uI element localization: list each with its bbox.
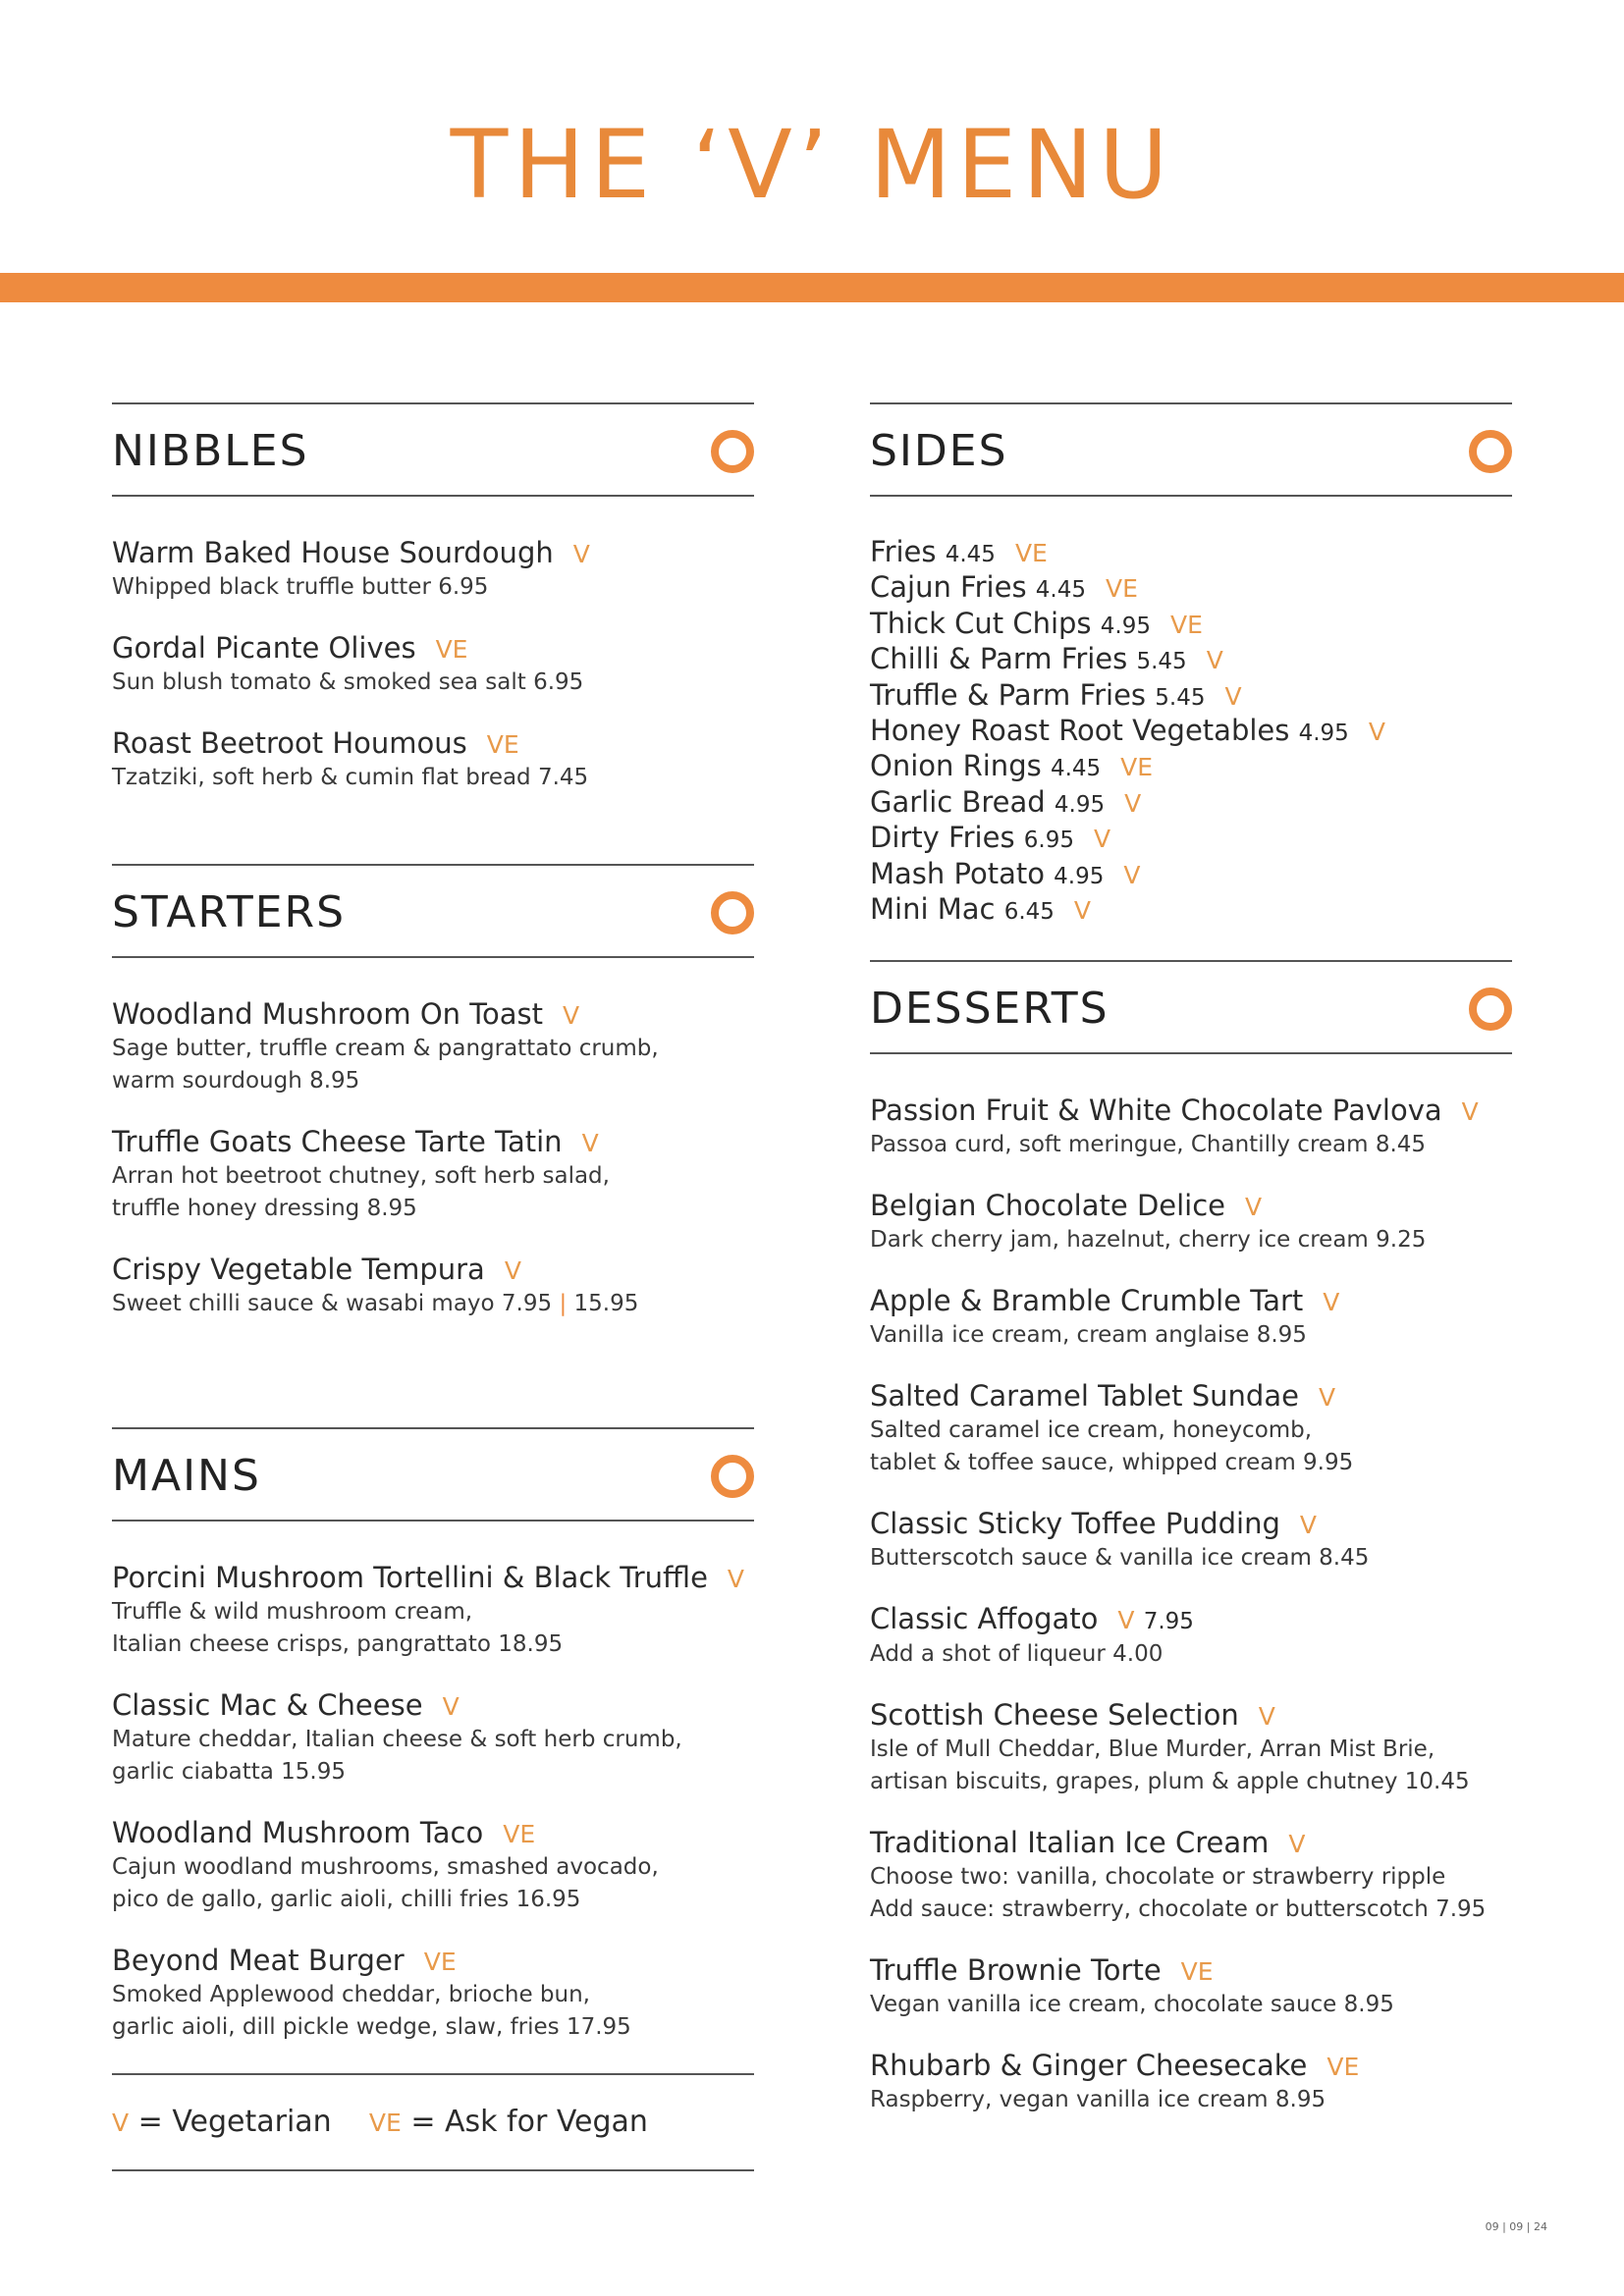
menu-item — [870, 1698, 1512, 1798]
menu-item — [870, 1379, 1512, 1479]
item-name: Beyond Meat Burger — [112, 1944, 405, 1977]
diet-tag: VE — [1106, 574, 1138, 604]
side-item: Garlic Bread 4.95 V — [870, 784, 1142, 819]
diet-tag: V — [1299, 1511, 1317, 1539]
diet-tag: V — [563, 1001, 580, 1030]
item-description: Vanilla ice cream, cream anglaise 8.95 — [870, 1322, 1307, 1348]
menu-item — [870, 1602, 1512, 1671]
item-name: Porcini Mushroom Tortellini & Black Truffle — [112, 1561, 708, 1594]
section-starters — [112, 864, 754, 1427]
section-desserts — [870, 960, 1512, 2116]
item-description: Add a shot of liqueur 4.00 — [870, 1641, 1164, 1667]
section-header — [112, 402, 754, 497]
diet-tag: V — [572, 540, 590, 568]
item-name: Warm Baked House Sourdough — [112, 536, 554, 569]
side-item: Honey Roast Root Vegetables 4.95 V — [870, 714, 1385, 748]
item-name: Scottish Cheese Selection — [870, 1698, 1239, 1732]
diet-tag: VE — [1326, 2053, 1360, 2081]
side-item: Onion Rings 4.45 VE — [870, 749, 1154, 783]
section-header — [112, 1427, 754, 1522]
menu-item — [870, 2049, 1512, 2116]
item-description: Isle of Mull Cheddar, Blue Murder, Arran Mist Brie, artisan biscuits, grapes, plum & apple chutney 10.45 — [870, 1736, 1470, 1794]
item-name: Roast Beetroot Houmous — [112, 726, 467, 760]
item-description: Butterscotch sauce & vanilla ice cream 8.45 — [870, 1545, 1370, 1571]
item-description: Salted caramel ice cream, honeycomb, tablet & toffee sauce, whipped cream 9.95 — [870, 1417, 1354, 1475]
diet-tag: V — [1288, 1830, 1306, 1858]
section-header — [870, 402, 1512, 497]
item-description: Sweet chilli sauce & wasabi mayo 7.95 | 15.95 — [112, 1291, 639, 1316]
item-description: Whipped black truffle butter 6.95 — [112, 574, 489, 600]
diet-tag: VE — [486, 730, 519, 759]
item-name: Truffle Brownie Torte — [870, 1953, 1162, 1987]
item-description: Raspberry, vegan vanilla ice cream 8.95 — [870, 2087, 1326, 2112]
diet-tag: V — [1245, 1193, 1263, 1221]
item-description: Sun blush tomato & smoked sea salt 6.95 — [112, 669, 584, 695]
section-header — [870, 960, 1512, 1054]
menu-item — [870, 1284, 1512, 1352]
legend-v-tag: V — [112, 2109, 130, 2137]
item-description: Truffle & wild mushroom cream, Italian cheese crisps, pangrattato 18.95 — [112, 1599, 564, 1657]
menu-item — [112, 997, 754, 1097]
print-date: 09 | 09 | 24 — [1485, 2220, 1547, 2233]
diet-tag: V — [1073, 896, 1092, 926]
menu-item — [870, 1094, 1512, 1161]
side-item: Truffle & Parm Fries 5.45 V — [870, 677, 1242, 712]
menu-item — [112, 1816, 754, 1916]
side-item: Thick Cut Chips 4.95 VE — [870, 606, 1203, 640]
ring-icon — [711, 891, 754, 934]
item-description: Tzatziki, soft herb & cumin flat bread 7.45 — [112, 765, 589, 790]
menu-item — [870, 1189, 1512, 1256]
diet-tag: V — [1318, 1383, 1336, 1412]
item-name: Rhubarb & Ginger Cheesecake — [870, 2049, 1308, 2082]
right-column — [870, 402, 1512, 2144]
diet-tag: VE — [503, 1820, 536, 1848]
diet-tag: VE — [1014, 539, 1048, 567]
ring-icon — [1469, 988, 1512, 1031]
item-name: Passion Fruit & White Chocolate Pavlova — [870, 1094, 1442, 1127]
side-item: Mini Mac 6.45 V — [870, 892, 1092, 927]
menu-item — [112, 1125, 754, 1225]
menu-item — [112, 726, 754, 794]
legend-v-text: = Vegetarian — [137, 2105, 332, 2139]
item-description: Choose two: vanilla, chocolate or strawberry ripple Add sauce: strawberry, chocolate or butterscotch 7.95 — [870, 1864, 1487, 1922]
item-name: Woodland Mushroom Taco — [112, 1816, 484, 1849]
menu-item — [870, 1826, 1512, 1926]
ring-icon — [1469, 430, 1512, 473]
side-item: Dirty Fries 6.95 V — [870, 821, 1111, 855]
price-separator: | — [559, 1291, 568, 1316]
section-mains — [112, 1427, 754, 2044]
diet-tag: V — [1206, 646, 1223, 675]
menu-item — [870, 1507, 1512, 1575]
section-title: SIDES — [870, 426, 1008, 476]
diet-tag: V — [1124, 788, 1142, 818]
menu-item — [112, 1688, 754, 1789]
section-title: DESSERTS — [870, 984, 1110, 1034]
diet-tag: V — [1368, 718, 1385, 747]
diet-tag: VE — [1180, 1957, 1214, 1986]
side-item: Chilli & Parm Fries 5.45 V — [870, 642, 1223, 676]
legend-ve-text: = Ask for Vegan — [410, 2105, 648, 2139]
side-item: Cajun Fries 4.45 VE — [870, 570, 1138, 605]
ring-icon — [711, 1455, 754, 1498]
item-name: Apple & Bramble Crumble Tart — [870, 1284, 1304, 1317]
menu-item — [870, 1953, 1512, 2021]
menu-item — [112, 1944, 754, 2044]
item-name: Truffle Goats Cheese Tarte Tatin — [112, 1125, 563, 1158]
item-name: Classic Mac & Cheese — [112, 1688, 423, 1722]
section-header — [112, 864, 754, 958]
item-name: Classic Affogato — [870, 1602, 1099, 1635]
menu-item — [112, 631, 754, 699]
item-name: Crispy Vegetable Tempura — [112, 1253, 485, 1286]
item-description: Vegan vanilla ice cream, chocolate sauce 8.95 — [870, 1992, 1394, 2017]
item-description: Cajun woodland mushrooms, smashed avocado, pico de gallo, garlic aioli, chilli fries 16.95 — [112, 1854, 659, 1912]
item-name: Woodland Mushroom On Toast — [112, 997, 544, 1031]
item-description: Mature cheddar, Italian cheese & soft herb crumb, garlic ciabatta 15.95 — [112, 1727, 682, 1785]
diet-tag: V — [1224, 681, 1242, 711]
diet-tag: VE — [423, 1948, 457, 1976]
item-name: Belgian Chocolate Delice — [870, 1189, 1226, 1222]
side-item: Mash Potato 4.95 V — [870, 856, 1141, 890]
diet-tag: VE — [1169, 610, 1203, 639]
diet-tag: V — [1258, 1702, 1275, 1731]
diet-legend — [112, 2073, 754, 2171]
section-sides — [870, 402, 1512, 960]
diet-tag: V — [504, 1256, 521, 1285]
menu-title: THE ‘V’ MENU — [450, 110, 1174, 220]
item-name: Gordal Picante Olives — [112, 631, 416, 665]
left-column — [112, 402, 754, 2071]
diet-tag: V — [1461, 1097, 1479, 1126]
section-title: STARTERS — [112, 887, 347, 937]
diet-tag: V — [1123, 860, 1141, 889]
diet-tag: VE — [1120, 753, 1154, 782]
item-description: Passoa curd, soft meringue, Chantilly cream 8.45 — [870, 1132, 1427, 1157]
item-name: Salted Caramel Tablet Sundae — [870, 1379, 1299, 1413]
diet-tag: V — [1094, 825, 1111, 854]
item-description: Sage butter, truffle cream & pangrattato crumb, warm sourdough 8.95 — [112, 1036, 659, 1094]
diet-tag: V — [1323, 1288, 1340, 1316]
diet-tag: V — [727, 1565, 745, 1593]
menu-item — [112, 1561, 754, 1661]
diet-tag: V — [442, 1692, 460, 1721]
item-price: 7.95 — [1143, 1609, 1194, 1634]
menu-item — [112, 1253, 754, 1320]
item-name: Traditional Italian Ice Cream — [870, 1826, 1270, 1859]
menu-item — [112, 536, 754, 604]
side-item: Fries 4.45 VE — [870, 535, 1048, 568]
diet-tag: V — [581, 1129, 599, 1157]
header-band — [0, 273, 1624, 302]
item-description: Dark cherry jam, hazelnut, cherry ice cream 9.25 — [870, 1227, 1427, 1253]
diet-tag: VE — [435, 635, 468, 664]
item-description: Smoked Applewood cheddar, brioche bun, garlic aioli, dill pickle wedge, slaw, fries 17.95 — [112, 1982, 631, 2040]
section-nibbles — [112, 402, 754, 864]
ring-icon — [711, 430, 754, 473]
section-title: MAINS — [112, 1451, 261, 1501]
item-name: Classic Sticky Toffee Pudding — [870, 1507, 1280, 1540]
legend-ve-tag: VE — [368, 2109, 402, 2137]
section-title: NIBBLES — [112, 426, 309, 476]
diet-tag: V — [1117, 1606, 1135, 1634]
item-description: Arran hot beetroot chutney, soft herb salad, truffle honey dressing 8.95 — [112, 1163, 610, 1221]
